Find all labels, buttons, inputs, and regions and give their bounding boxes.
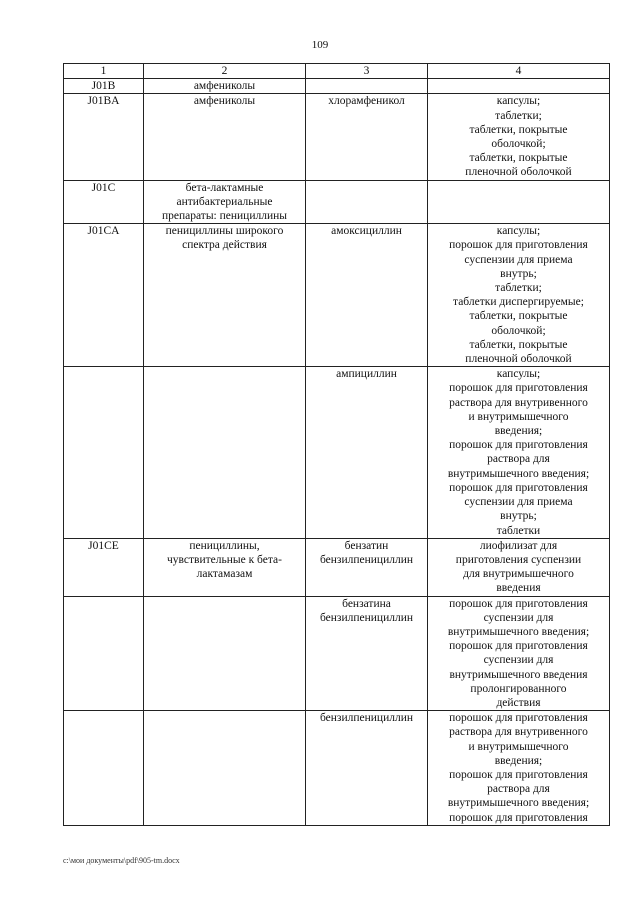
column-header: 3	[306, 64, 428, 79]
table-row	[64, 538, 610, 596]
footer-file-path: c:\мои документы\pdf\905-tm.docx	[63, 856, 180, 865]
atc-code-cell	[64, 367, 144, 538]
dosage-forms-cell: капсулы; порошок для приготовления раствора для внутривенного и внутримышечного введения; порошок для приготовления раствора для внутримышечного введения; порошок для приготовления суспензии для приема внутрь; таблетки	[428, 367, 610, 538]
dosage-forms-cell	[428, 180, 610, 224]
column-header: 4	[428, 64, 610, 79]
medication-table	[63, 63, 610, 826]
dosage-forms-cell: порошок для приготовления раствора для внутривенного и внутримышечного введения; порошок для приготовления раствора для внутримышечного введения; порошок для приготовления	[428, 711, 610, 826]
atc-code-cell: J01CA	[64, 224, 144, 367]
table-row	[64, 596, 610, 711]
drug-cell: бензилпенициллин	[306, 711, 428, 826]
drug-cell: бензатина бензилпенициллин	[306, 596, 428, 711]
group-cell: амфениколы	[144, 94, 306, 180]
table-row	[64, 180, 610, 224]
drug-cell	[306, 180, 428, 224]
atc-code-cell	[64, 596, 144, 711]
page-number: 109	[311, 39, 329, 51]
group-cell: бета-лактамные антибактериальные препараты: пенициллины	[144, 180, 306, 224]
group-cell	[144, 711, 306, 826]
atc-code-cell: J01BA	[64, 94, 144, 180]
drug-cell: амоксициллин	[306, 224, 428, 367]
drug-cell: ампициллин	[306, 367, 428, 538]
group-cell: амфениколы	[144, 79, 306, 94]
group-cell: пенициллины, чувствительные к бета- лактамазам	[144, 538, 306, 596]
table-row	[64, 224, 610, 367]
table-row	[64, 94, 610, 180]
table-row	[64, 367, 610, 538]
atc-code-cell	[64, 711, 144, 826]
group-cell	[144, 367, 306, 538]
table-row	[64, 711, 610, 826]
group-cell: пенициллины широкого спектра действия	[144, 224, 306, 367]
dosage-forms-cell: порошок для приготовления суспензии для внутримышечного введения; порошок для приготовления суспензии для внутримышечного введения пролонгированного действия	[428, 596, 610, 711]
dosage-forms-cell	[428, 79, 610, 94]
table-row	[64, 79, 610, 94]
drug-cell: бензатин бензилпенициллин	[306, 538, 428, 596]
atc-code-cell: J01CE	[64, 538, 144, 596]
column-header: 1	[64, 64, 144, 79]
drug-cell: хлорамфеникол	[306, 94, 428, 180]
atc-code-cell: J01B	[64, 79, 144, 94]
column-header: 2	[144, 64, 306, 79]
dosage-forms-cell: капсулы; порошок для приготовления суспензии для приема внутрь; таблетки; таблетки диспергируемые; таблетки, покрытые оболочкой; таблетки, покрытые пленочной оболочкой	[428, 224, 610, 367]
dosage-forms-cell: лиофилизат для приготовления суспензии для внутримышечного введения	[428, 538, 610, 596]
drug-cell	[306, 79, 428, 94]
group-cell	[144, 596, 306, 711]
dosage-forms-cell: капсулы; таблетки; таблетки, покрытые оболочкой; таблетки, покрытые пленочной оболочкой	[428, 94, 610, 180]
table-header-row	[64, 64, 610, 79]
atc-code-cell: J01C	[64, 180, 144, 224]
